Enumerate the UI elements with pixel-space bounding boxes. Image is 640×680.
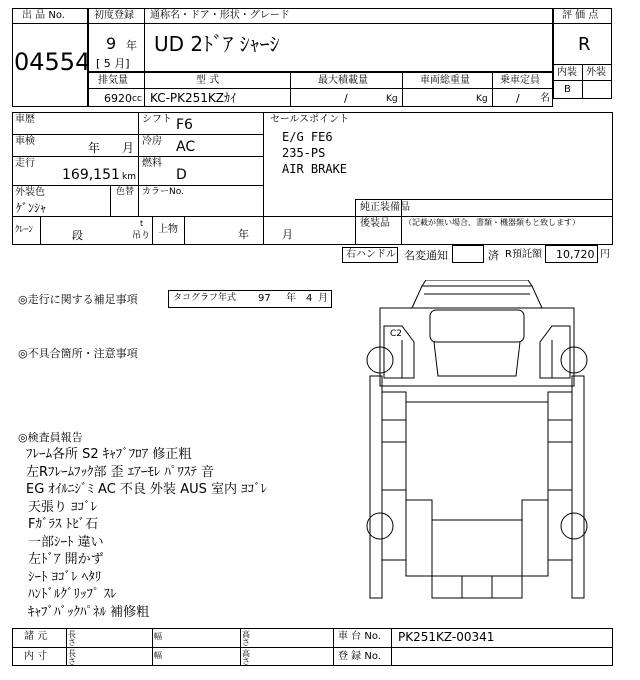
sales-line-3: AIR BRAKE [282, 162, 348, 176]
report-line: 天張り ﾖｺﾞﾚ [28, 499, 98, 515]
left-rail [370, 376, 382, 598]
interior-rating-value: B [564, 84, 571, 95]
upper-body-label: 上物 [158, 224, 178, 235]
dim-length-label: 長さ [68, 630, 76, 647]
displacement-value: 6920 [104, 92, 132, 105]
report-line: Fｶﾞﾗｽ ﾄﾋﾞ石 [28, 517, 99, 532]
color-code-label: カラーNo. [142, 187, 184, 197]
vehicle-name-label: 通称名・ドア・形状・グレード [150, 10, 290, 21]
report-line: 一部ｼｰﾄ 違い [28, 534, 104, 550]
inspector-report-label: ◎検査員報告 [18, 431, 83, 444]
damage-mark-c2: C2 [390, 329, 403, 339]
rating-label: 評 価 点 [562, 10, 599, 21]
interior-rating-label: 内装 [557, 67, 577, 78]
crane-hang: 吊り [132, 231, 151, 241]
upper-month-unit: 月 [282, 228, 293, 241]
sales-point-label: セールスポイント [270, 114, 350, 125]
report-line: 左Rﾌﾚｰﾑﾌｯｸ部 歪 ｴｱｰﾓﾚ ﾊﾟﾜｽﾃ 音 [26, 464, 215, 480]
displacement-unit: cc [132, 94, 142, 104]
aftermarket-note: （記載が無い場合、書類・機器類もと致します） [404, 218, 580, 227]
fuel-value: D [176, 167, 187, 183]
lot-number: 04554 [14, 48, 91, 76]
capacity-unit: 名 [540, 93, 550, 104]
shaken-label: 車検 [15, 136, 35, 147]
windshield [430, 310, 524, 342]
registration-year-unit: 年 [126, 39, 137, 52]
exterior-rating-label: 外装 [586, 67, 606, 78]
tachograph-label: タコグラフ年式 [173, 293, 237, 303]
name-change-label: 名変通知 [404, 249, 448, 262]
tachograph-year-unit: 年 [286, 293, 296, 304]
recycle-deposit-label: R預託額 [505, 249, 542, 260]
mileage-label: 走行 [15, 158, 35, 169]
shift-label: シフト [142, 114, 172, 125]
right-handle-label: 右ハンドル [346, 249, 396, 260]
registration-number-label: 登 録 No. [338, 651, 381, 662]
done-label: 済 [488, 249, 499, 262]
cab-outline [380, 308, 574, 386]
dim-height-label: 高さ [242, 630, 250, 647]
interior-width-label: 幅 [154, 651, 162, 660]
upper-year-unit: 年 [238, 228, 249, 241]
defect-notes-label: ◎不具合箇所・注意事項 [18, 347, 138, 360]
report-line: ﾊﾝﾄﾞﾙｸﾞﾘｯﾌﾟ ｽﾚ [28, 587, 117, 602]
rating-value: R [578, 34, 591, 55]
tachograph-year: 97 [258, 293, 271, 304]
capacity-slash: / [516, 92, 520, 105]
dim-width-label: 幅 [154, 632, 162, 641]
shift-value: F6 [176, 117, 193, 133]
history-label: 車歴 [15, 114, 35, 125]
gross-weight-label: 車両総重量 [420, 75, 470, 86]
sales-line-2: 235-PS [282, 146, 326, 160]
rear-bumper [432, 576, 522, 598]
rear-right-wheel [561, 513, 587, 539]
model-value: KC-PK251KZｶｲ [150, 91, 237, 105]
capacity-label: 乗車定員 [500, 75, 540, 86]
interior-height-label: 高さ [242, 649, 250, 666]
tachograph-month-unit: 月 [318, 293, 328, 304]
ac-value: AC [176, 139, 196, 155]
fuel-label: 燃料 [142, 158, 162, 169]
crane-label: ｸﾚｰﾝ [15, 225, 34, 235]
max-load-unit: Kg [386, 94, 398, 104]
mileage-unit: km [122, 172, 136, 182]
max-load-label: 最大積載量 [318, 75, 368, 86]
cab-roof [412, 286, 542, 308]
yen-unit: 円 [600, 249, 610, 260]
shaken-month-unit: 月 [122, 141, 135, 155]
color-value: ｹﾞﾝｼｬ [16, 201, 47, 215]
genuine-equipment-label: 純正装備品 [360, 202, 410, 213]
recycle-deposit-value: 10,720 [556, 248, 595, 261]
registration-year: 9 [106, 34, 117, 53]
report-line: ｼｰﾄ ﾖｺﾞﾚ ﾍﾀﾘ [28, 569, 102, 585]
max-load-slash: / [344, 92, 348, 105]
interior-length-label: 長さ [68, 649, 76, 666]
crane-t: t [140, 219, 144, 228]
report-line: EG ｵｲﾙﾆｼﾞﾐ AC 不良 外装 AUS 室内 ﾖｺﾞﾚ [26, 482, 268, 497]
rear-left-wheel [367, 513, 393, 539]
shaken-year-unit: 年 [88, 141, 101, 155]
tachograph-month: 4 [306, 293, 313, 304]
report-line: 左ﾄﾞｱ 開かず [28, 552, 104, 567]
color-change-label: 色替 [116, 187, 135, 197]
dimensions-label: 諸 元 [24, 631, 48, 642]
ac-label: 冷房 [142, 136, 162, 147]
truck-condition-diagram [362, 280, 592, 602]
gross-weight-unit: Kg [476, 94, 488, 104]
vehicle-name: UD 2ﾄﾞｱ ｼｬｰｼ [154, 32, 280, 56]
interior-dimensions-label: 内 寸 [24, 651, 48, 662]
color-label: 外装色 [15, 187, 45, 198]
model-label: 型 式 [196, 75, 220, 86]
chassis-number-value: PK251KZ-00341 [398, 630, 495, 644]
chassis-number-label: 車 台 No. [338, 631, 381, 642]
registration-month: [ 5 月] [96, 57, 130, 70]
crane-stage: 段 [72, 229, 83, 242]
lot-label: 出 品 No. [22, 10, 65, 21]
mileage-value: 169,151 [62, 167, 120, 183]
right-rail [572, 376, 584, 598]
displacement-label: 排気量 [98, 75, 128, 86]
aftermarket-label: 後装品 [360, 218, 390, 229]
report-line: ﾌﾚｰﾑ各所 S2 ｷｬﾌﾞﾌﾛｱ 修正粗 [26, 447, 192, 462]
report-line: ｷｬﾌﾞﾊﾞｯｸﾊﾟﾈﾙ 補修粗 [28, 604, 150, 620]
name-change-box [452, 245, 484, 263]
sales-line-1: E/G FE6 [282, 130, 333, 144]
first-registration-label: 初度登録 [94, 10, 134, 21]
running-notes-label: ◎走行に関する補足事項 [18, 293, 138, 306]
